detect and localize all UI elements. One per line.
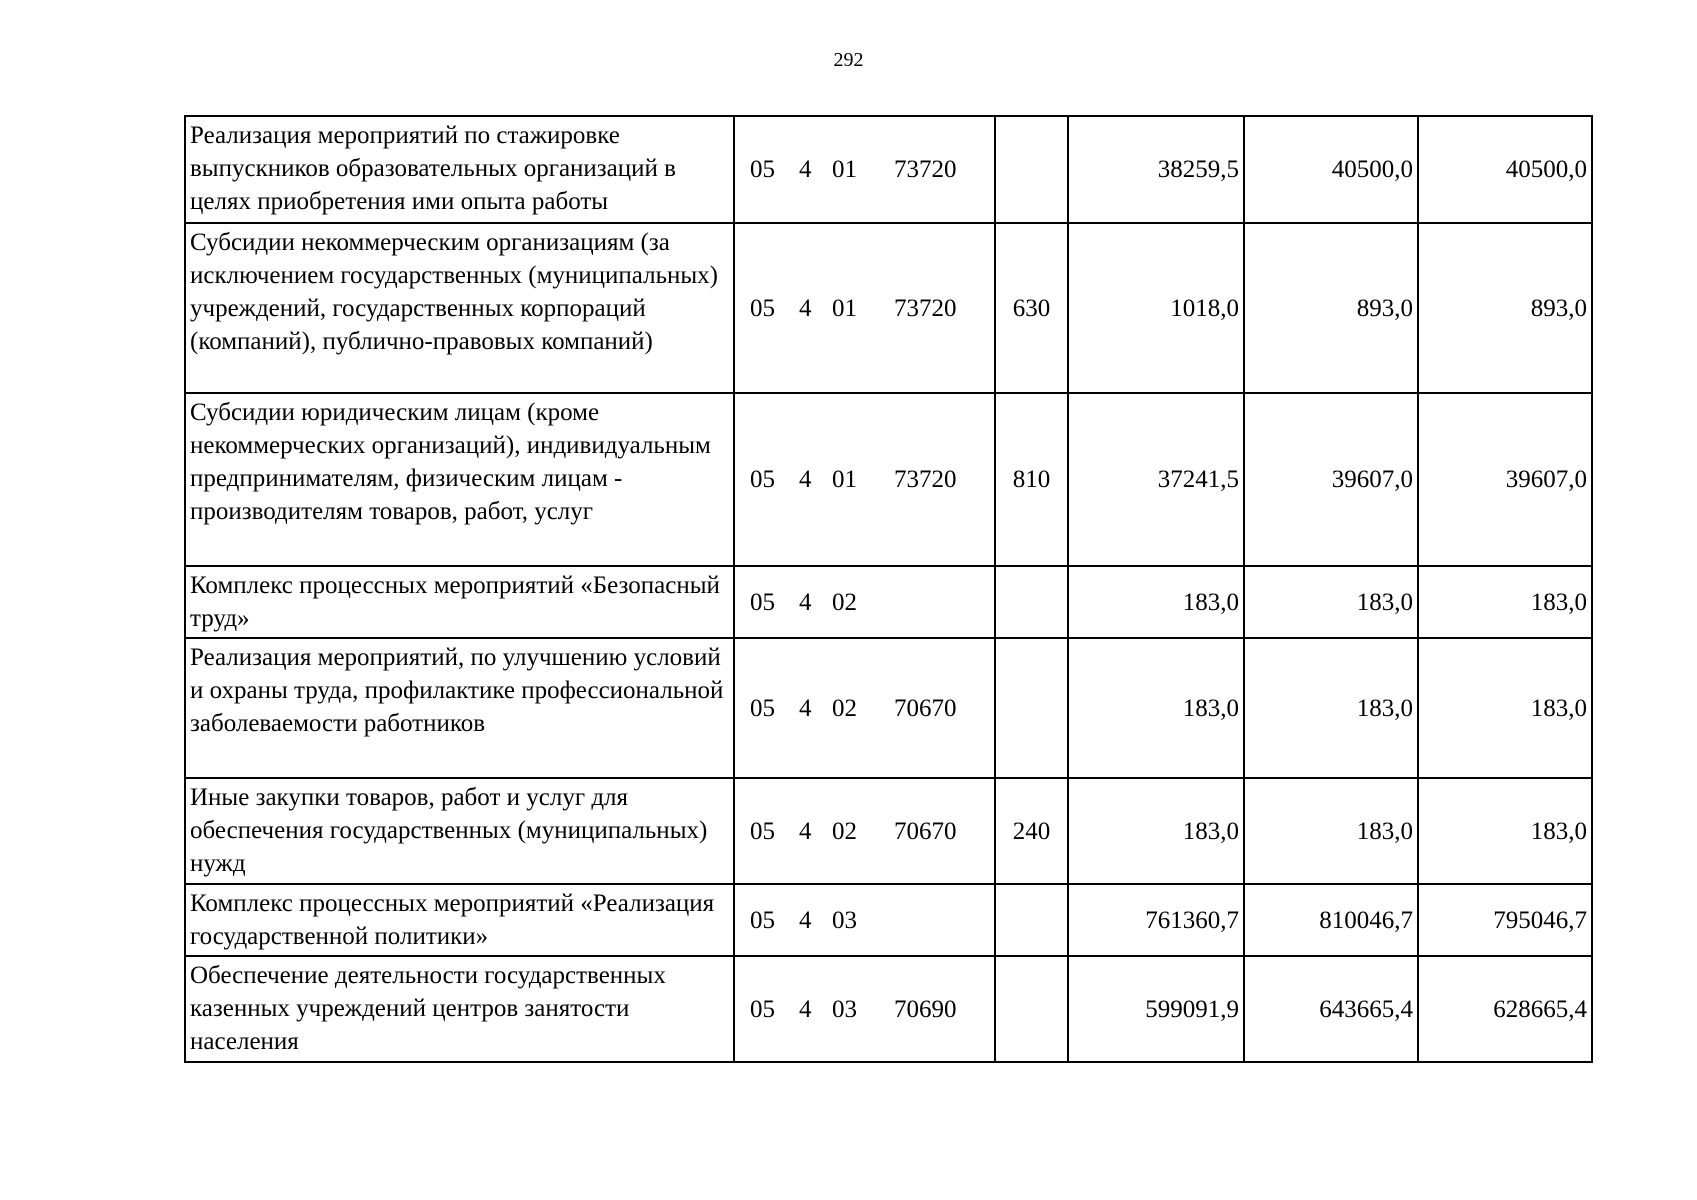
amount-year-2: 183,0 <box>1244 638 1418 778</box>
program-code: 4 <box>799 294 812 322</box>
expense-type-code <box>995 116 1068 223</box>
article-code: 73720 <box>894 156 957 183</box>
amount-year-3: 40500,0 <box>1418 116 1592 223</box>
amount-year-2: 183,0 <box>1244 566 1418 638</box>
subprogram-code: 01 <box>832 294 857 322</box>
table-row <box>185 393 1592 566</box>
expense-type-code: 630 <box>995 223 1068 393</box>
row-name: Субсидии юридическим лицам (кроме некоммерческих организаций), индивидуальным предпринимателям, физическим лицам - производителям товаров, работ, услуг <box>185 393 734 566</box>
row-name: Обеспечение деятельности государственных казенных учреждений центров занятости населения <box>185 956 734 1062</box>
amount-year-1: 761360,7 <box>1068 884 1244 956</box>
row-codes <box>734 566 995 638</box>
table-row <box>185 566 1592 638</box>
amount-year-2: 643665,4 <box>1244 956 1418 1062</box>
row-codes <box>734 778 995 884</box>
expense-type-code <box>995 956 1068 1062</box>
budget-table <box>184 115 1593 1063</box>
row-codes <box>734 638 995 778</box>
table-row <box>185 223 1592 393</box>
section-code: 05 <box>750 294 775 322</box>
expense-type-code <box>995 638 1068 778</box>
amount-year-3: 183,0 <box>1418 566 1592 638</box>
subprogram-code: 02 <box>832 588 857 616</box>
subprogram-code: 03 <box>832 906 857 934</box>
amount-year-1: 183,0 <box>1068 778 1244 884</box>
table-row <box>185 116 1592 223</box>
expense-type-code <box>995 884 1068 956</box>
program-code: 4 <box>799 995 812 1023</box>
article-code: 70670 <box>894 817 957 845</box>
program-code: 4 <box>799 466 812 493</box>
article-code: 70690 <box>894 995 957 1023</box>
amount-year-3: 795046,7 <box>1418 884 1592 956</box>
section-code: 05 <box>750 995 775 1023</box>
amount-year-1: 183,0 <box>1068 566 1244 638</box>
row-codes <box>734 223 995 393</box>
section-code: 05 <box>750 588 775 616</box>
expense-type-code <box>995 566 1068 638</box>
table-row <box>185 884 1592 956</box>
expense-type-code: 810 <box>995 393 1068 566</box>
amount-year-1: 38259,5 <box>1068 116 1244 223</box>
subprogram-code: 02 <box>832 694 857 722</box>
table-row <box>185 778 1592 884</box>
row-name: Реализация мероприятий, по улучшению условий и охраны труда, профилактике профессиональной заболеваемости работников <box>185 638 734 778</box>
row-name: Иные закупки товаров, работ и услуг для обеспечения государственных (муниципальных) нужд <box>185 778 734 884</box>
article-code: 70670 <box>894 694 957 722</box>
program-code: 4 <box>799 588 812 616</box>
subprogram-code: 02 <box>832 817 857 845</box>
amount-year-3: 628665,4 <box>1418 956 1592 1062</box>
amount-year-1: 599091,9 <box>1068 956 1244 1062</box>
amount-year-3: 893,0 <box>1418 223 1592 393</box>
row-name: Субсидии некоммерческим организациям (за исключением государственных (муниципальных) учреждений, государственных корпораций (компаний), публично-правовых компаний) <box>185 223 734 393</box>
amount-year-3: 39607,0 <box>1418 393 1592 566</box>
program-code: 4 <box>799 156 812 183</box>
amount-year-2: 893,0 <box>1244 223 1418 393</box>
row-name: Комплекс процессных мероприятий «Безопасный труд» <box>185 566 734 638</box>
amount-year-3: 183,0 <box>1418 778 1592 884</box>
amount-year-1: 37241,5 <box>1068 393 1244 566</box>
row-codes <box>734 393 995 566</box>
program-code: 4 <box>799 694 812 722</box>
section-code: 05 <box>750 906 775 934</box>
section-code: 05 <box>750 694 775 722</box>
row-codes <box>734 116 995 223</box>
amount-year-1: 1018,0 <box>1068 223 1244 393</box>
row-codes <box>734 956 995 1062</box>
amount-year-2: 39607,0 <box>1244 393 1418 566</box>
program-code: 4 <box>799 906 812 934</box>
article-code: 73720 <box>894 294 957 322</box>
article-code: 73720 <box>894 466 957 493</box>
table-row <box>185 956 1592 1062</box>
row-name: Комплекс процессных мероприятий «Реализация государственной политики» <box>185 884 734 956</box>
amount-year-2: 183,0 <box>1244 778 1418 884</box>
subprogram-code: 01 <box>832 156 857 183</box>
row-codes <box>734 884 995 956</box>
row-name: Реализация мероприятий по стажировке выпускников образовательных организаций в целях приобретения ими опыта работы <box>185 116 734 223</box>
table-row <box>185 638 1592 778</box>
section-code: 05 <box>750 156 775 183</box>
expense-type-code: 240 <box>995 778 1068 884</box>
amount-year-2: 40500,0 <box>1244 116 1418 223</box>
amount-year-1: 183,0 <box>1068 638 1244 778</box>
section-code: 05 <box>750 817 775 845</box>
program-code: 4 <box>799 817 812 845</box>
section-code: 05 <box>750 466 775 493</box>
amount-year-3: 183,0 <box>1418 638 1592 778</box>
subprogram-code: 01 <box>832 466 857 493</box>
subprogram-code: 03 <box>832 995 857 1023</box>
amount-year-2: 810046,7 <box>1244 884 1418 956</box>
page-number: 292 <box>833 49 864 71</box>
